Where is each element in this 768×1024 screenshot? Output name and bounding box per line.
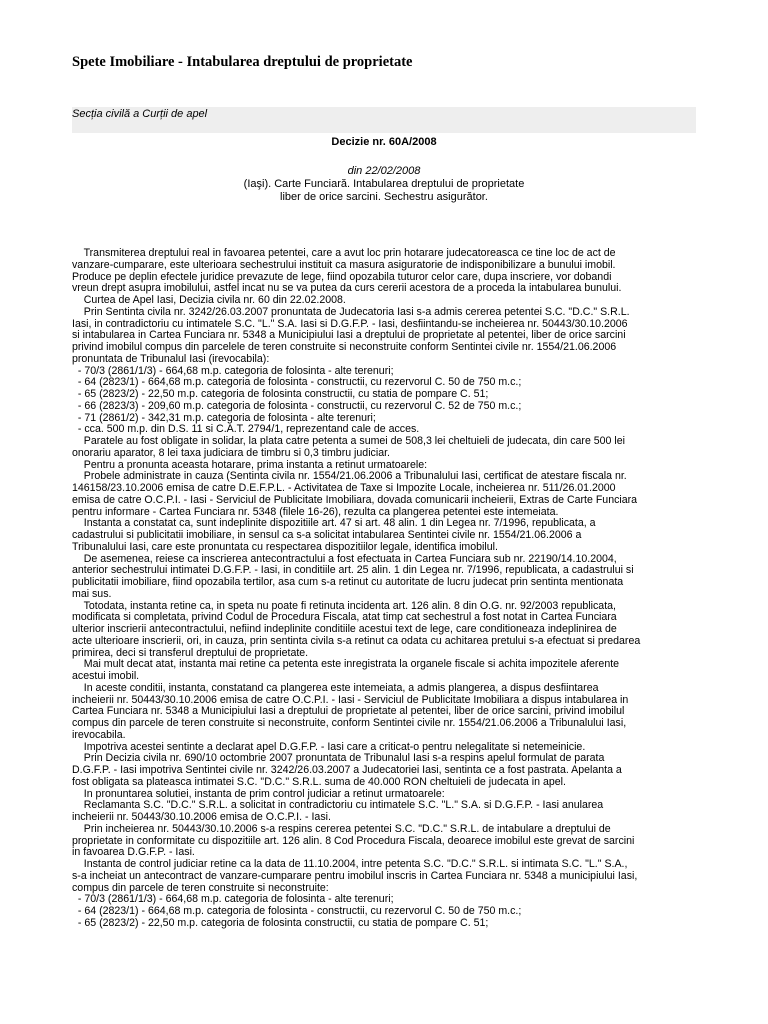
body-line: compus din parcele de teren construite si neconstruite:: [72, 881, 329, 894]
body-line: compus din parcele de teren construite si neconstruite, conform Sentintei civile nr. 1554/21.06.2006 a Tribunalului Iasi,: [72, 717, 627, 729]
body-line: - 70/3 (2861/1/3) - 664,68 m.p. categoria de folosinta - alte terenuri;: [72, 893, 394, 906]
body-line: Produce pe deplin efectele juridice prevazute de lege, fiind opozabila tuturor celor care, dupa inscriere, vor dobandi: [72, 270, 612, 283]
court-section: Secția civilă a Curții de apel: [72, 108, 208, 120]
body-line: Instanta de control judiciar retine ca la data de 11.10.2004, intre petenta S.C. "D.C." S.R.L. si intimata S.C. "L." S.A.,: [72, 858, 628, 870]
body-line: Prin Decizia civila nr. 690/10 octombrie 2007 pronuntata de Tribunalul Iasi s-a respins apelul formulat de parata: [72, 752, 605, 765]
body-line: Mai mult decat atat, instanta mai retine ca petenta este inregistrata la organele fiscale si achita impozitele aferente: [72, 658, 620, 671]
body-line: Curtea de Apel Iasi, Decizia civila nr. 60 din 22.02.2008.: [72, 294, 346, 306]
body-line: Prin Sentinta civila nr. 3242/26.03.2007 pronuntata de Judecatoria Iasi s-a admis cererea petentei S.C. "D.C." S.R.L.: [72, 305, 630, 318]
body-line: - 64 (2823/1) - 664,68 m.p. categoria de folosinta - constructii, cu rezervorul C. 50 de 750 m.c.;: [72, 376, 522, 389]
body-line: publicitatii imobiliare, fiind opozabila tertilor, asa cum s-a retinut cu autoritate de lucru judecat prin sentinta mentionata: [72, 576, 624, 588]
body-line: - 70/3 (2861/1/3) - 664,68 m.p. categoria de folosinta - alte terenuri;: [72, 364, 394, 377]
body-line: pronuntata de Tribunalul Iasi (irevocabila):: [72, 352, 270, 365]
body-line: - 65 (2823/2) - 22,50 m.p. categoria de folosinta constructii, cu statia de pompare C. 51;: [72, 916, 489, 929]
body-line: acte ulterioare inscrierii, ori, in cauza, prin sentinta civila s-a retinut ca odata cu achitarea pretului s-a efectuat si predarea: [72, 634, 641, 647]
body-line: ulterior inscrierii antecontractului, nefiind indeplinite conditiile acestui text de lege, care conditioneaza indeplinirea de: [72, 623, 617, 635]
body-line: Iasi, in contradictoriu cu intimatele S.C. "L." S.A. Iasi si D.G.F.P. - Iasi, desfiintandu-se incheierea nr. 50443/30.10.2006: [72, 317, 628, 330]
body-line: Prin incheierea nr. 50443/30.10.2006 s-a respins cererea petentei S.C. "D.C." S.R.L. de intabulare a dreptului de: [72, 822, 611, 835]
page-title: Spete Imobiliare - Intabularea dreptului de proprietate: [72, 54, 413, 70]
body-line: incheierii nr. 50443/30.10.2006 emisa de catre O.C.P.I. - Iasi - Serviciul de Publicitate Imobiliara a dispus intabularea in: [72, 693, 629, 706]
body-line: acestui imobil.: [72, 670, 140, 682]
body-line: privind imobilul compus din parcelele de teren construite si neconstruite conform Sentintei civile nr. 1554/21.06.2006: [72, 341, 617, 353]
body-line: Impotriva acestei sentinte a declarat apel D.G.F.P. - Iasi care a criticat-o pentru nelegalitate si netemeinicie.: [72, 740, 586, 753]
body-line: vanzare-cumparare, este ulterioara sechestrului instituit ca masura asiguratorie de indisponibilizare a bunului imobil.: [72, 258, 616, 271]
body-line: - 71 (2861/2) - 342,31 m.p. categoria de folosinta - alte terenuri;: [72, 411, 376, 424]
body-line: - 65 (2823/2) - 22,50 m.p. categoria de folosinta constructii, cu statia de pompare C. 51;: [72, 388, 489, 400]
body-line: D.G.F.P. - Iasi impotriva Sentintei civile nr. 3242/26.03.2007 a Judecatoriei Iasi, sentinta ce a fost pastrata. Apelanta a: [72, 764, 622, 776]
body-line: Paratele au fost obligate in solidar, la plata catre petenta a sumei de 508,3 lei cheltuieli de judecata, din care 500 lei: [72, 435, 625, 447]
body-line: Tribunalului Iasi, care este pronuntata cu respectarea dispozitiilor legale, identifica imobilul.: [72, 540, 498, 553]
body-line: modificata si completata, privind Codul de Procedura Fiscala, atat timp cat sechestrul a fost notat in Cartea Funciara: [72, 611, 617, 624]
body-line: mai sus.: [72, 587, 112, 600]
body-line: proprietate in conformitate cu dispozitiile art. 126 alin. 8 Cod Procedura Fiscala, deoarece imobilul este grevat de sarcini: [72, 834, 635, 847]
body-line: Transmiterea dreptului real in favoarea petentei, care a avut loc prin hotarare judecatoreasca ce tine loc de act de: [72, 247, 616, 259]
body-line: - cca. 500 m.p. din D.S. 11 si C.A.T. 2794/1, reprezentand cale de acces.: [72, 423, 420, 436]
body-line: Reclamanta S.C. "D.C." S.R.L. a solicitat in contradictoriu cu intimatele S.C. "L." S.A. si D.G.F.P. - Iasi anularea: [72, 799, 604, 812]
body-line: emisa de catre O.C.P.I. - Iasi - Serviciul de Publicitate Imobiliara, dovada comunicarii incheierii, Extras de Carte Funciara: [72, 493, 638, 506]
body-line: onorariu aparator, 8 lei taxa judiciara de timbru si 0,3 timbru judiciar.: [72, 446, 390, 459]
body-line: pentru informare - Cartea Funciara nr. 5348 (filele 16-26), rezulta ca plangerea petentei este intemeiata.: [72, 505, 559, 518]
body-line: Totodata, instanta retine ca, in speta nu poate fi retinuta incidenta art. 126 alin. 8 din O.G. nr. 92/2003 republicata,: [72, 599, 616, 612]
body-line: cadastrului si publicitatii imobiliare, in sensul ca s-a solicitat intabularea Sentintei civile nr. 1554/21.06.2006 a: [72, 529, 582, 541]
body-line: primirea, deci si transferul dreptului de proprietate.: [72, 646, 309, 659]
body-line: anterior sechestrului intimatei D.G.F.P. - Iasi, in conditiile art. 25 alin. 1 din Legea nr. 7/1996, republicata, a cadastrului si: [72, 564, 634, 577]
body-line: s-a incheiat un antecontract de vanzare-cumparare pentru imobilul inscris in Cartea Funciara nr. 5348 a municipiului Iasi,: [72, 869, 638, 882]
body-line: Instanta a constatat ca, sunt indeplinite dispozitiile art. 47 si art. 48 alin. 1 din Legea nr. 7/1996, republicata, a: [72, 517, 596, 530]
body-line: irevocabila.: [72, 728, 126, 741]
body-line: Probele administrate in cauza (Sentinta civila nr. 1554/21.06.2006 a Tribunalului Iasi, certificat de atestare fiscala nr.: [72, 470, 627, 483]
body-line: in favoarea D.G.F.P. - Iasi.: [72, 846, 195, 859]
body-line: In aceste conditii, instanta, constatand ca plangerea este intemeiata, a admis plangerea, a dispus desfiintarea: [72, 681, 599, 694]
decision-number: Decizie nr. 60A/2008: [331, 136, 437, 148]
body-line: In pronuntarea solutiei, instanta de prim control judiciar a retinut urmatoarele:: [72, 787, 445, 800]
decision-date: din 22/02/2008: [347, 165, 421, 177]
body-line: 146158/23.10.2006 emisa de catre D.E.F.P.L. - Activitatea de Taxe si Impozite Locale, incheierea nr. 511/26.01.2000: [72, 482, 616, 494]
body-line: fost obligata sa plateasca intimatei S.C. "D.C." S.R.L. suma de 40.000 RON cheltuieli de judecata in apel.: [72, 775, 566, 788]
body-line: De asemenea, reiese ca inscrierea antecontractului a fost efectuata in Cartea Funciara sub nr. 22190/14.10.2004,: [72, 552, 617, 565]
body-line: si intabularea in Cartea Funciara nr. 5348 a Municipiului Iasi a dreptului de proprietate al petentei, liber de orice sarcini: [72, 329, 626, 342]
body-line: Cartea Funciara nr. 5348 a Municipiului Iasi a dreptului de proprietate al petentei, liber de orice sarcini, privind imobilul: [72, 705, 625, 718]
body-line: incheierii nr. 50443/30.10.2006 emisa de O.C.P.I. - Iasi.: [72, 811, 331, 823]
decision-subject: (Iaşi). Carte Funciară. Intabularea dreptului de proprietate liber de orice sarcini. Sechestru asigurător.: [243, 178, 525, 203]
decision-body: [72, 248, 698, 930]
body-line: Pentru a pronunta aceasta hotarare, prima instanta a retinut urmatoarele:: [72, 458, 428, 471]
body-line: - 66 (2823/3) - 209,60 m.p. categoria de folosinta - constructii, cu rezervorul C. 52 de 750 m.c.;: [72, 399, 522, 412]
body-line: vreun drept asupra imobilului, astfel incat nu se va putea da curs cererii acestora de a proceda la intabularea bunului.: [72, 282, 622, 295]
body-line: - 64 (2823/1) - 664,68 m.p. categoria de folosinta - constructii, cu rezervorul C. 50 de 750 m.c.;: [72, 905, 522, 917]
